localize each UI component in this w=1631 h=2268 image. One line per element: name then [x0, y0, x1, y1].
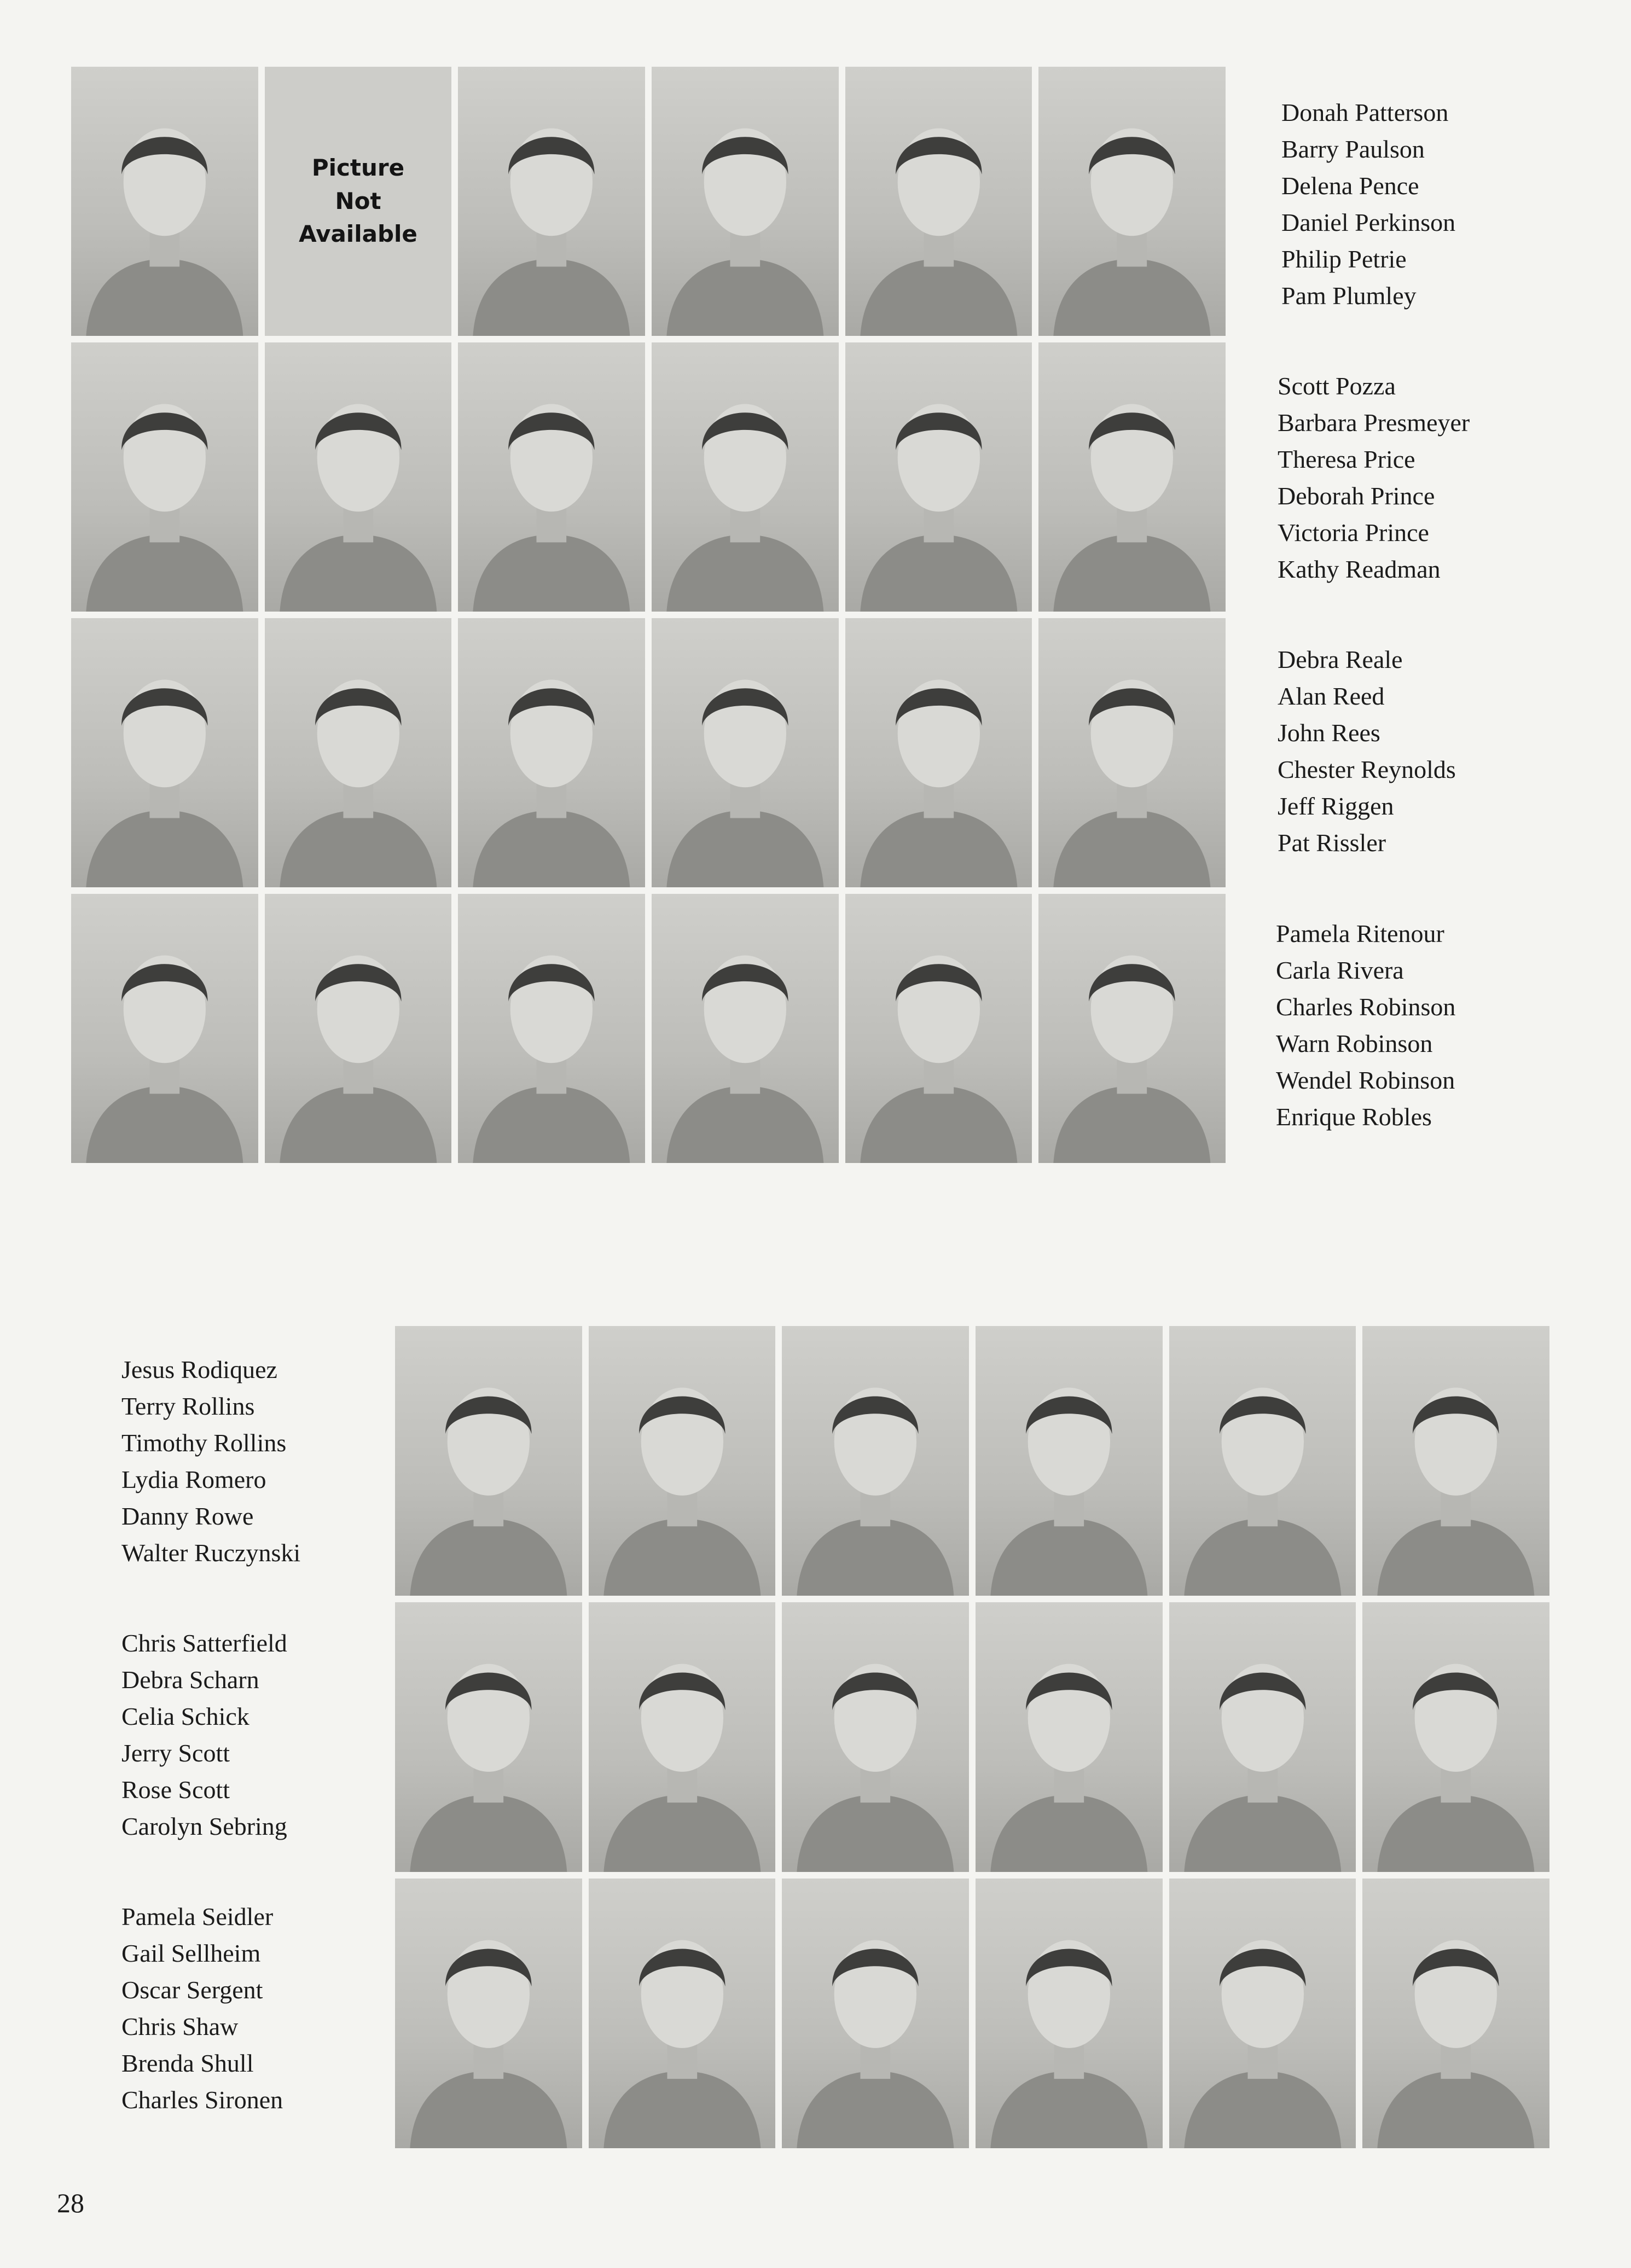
student-portrait [395, 1879, 582, 2148]
student-name: Jeff Riggen [1278, 792, 1394, 820]
student-portrait [1038, 67, 1226, 336]
student-portrait [265, 618, 452, 887]
portrait-silhouette [589, 1879, 776, 2148]
student-name: Donah Patterson [1281, 98, 1449, 126]
student-name: Pamela Seidler [121, 1903, 274, 1930]
student-name: Timothy Rollins [121, 1429, 287, 1457]
bottom-photo-grid [395, 1326, 1549, 2148]
portrait-silhouette [1362, 1326, 1549, 1596]
student-name: Theresa Price [1278, 445, 1415, 473]
bottom-names-group-3 [121, 1898, 283, 2118]
student-portrait [458, 67, 645, 336]
portrait-silhouette [71, 894, 258, 1163]
picture-not-available-placeholder [265, 67, 452, 336]
student-portrait [71, 342, 258, 612]
student-name: Gail Sellheim [121, 1939, 261, 1967]
portrait-silhouette [1169, 1879, 1356, 2148]
student-portrait [652, 342, 839, 612]
student-portrait [845, 342, 1032, 612]
portrait-silhouette [782, 1602, 969, 1872]
student-name: Terry Rollins [121, 1392, 255, 1420]
portrait-silhouette [71, 67, 258, 336]
student-name: Rose Scott [121, 1776, 230, 1804]
student-name: Carolyn Sebring [121, 1812, 287, 1840]
student-name: Pam Plumley [1281, 282, 1417, 310]
student-name: Warn Robinson [1276, 1030, 1433, 1057]
student-portrait [71, 67, 258, 336]
portrait-silhouette [395, 1326, 582, 1596]
top-names-group-3 [1278, 641, 1456, 861]
portrait-silhouette [1038, 618, 1226, 887]
student-portrait [71, 894, 258, 1163]
placeholder-text: Picture Not Available [299, 154, 417, 248]
portrait-silhouette [395, 1602, 582, 1872]
student-portrait [589, 1602, 776, 1872]
student-portrait [976, 1326, 1163, 1596]
portrait-silhouette [976, 1879, 1163, 2148]
student-name: Daniel Perkinson [1281, 208, 1456, 236]
student-portrait [652, 894, 839, 1163]
student-portrait [845, 618, 1032, 887]
student-portrait [1038, 894, 1226, 1163]
student-portrait [1038, 342, 1226, 612]
student-name: Chester Reynolds [1278, 755, 1456, 783]
portrait-silhouette [845, 618, 1032, 887]
student-portrait [265, 342, 452, 612]
student-portrait [782, 1326, 969, 1596]
student-portrait [1362, 1879, 1549, 2148]
student-portrait [458, 618, 645, 887]
student-portrait [589, 1326, 776, 1596]
portrait-silhouette [265, 342, 452, 612]
student-portrait [782, 1602, 969, 1872]
portrait-silhouette [458, 618, 645, 887]
portrait-silhouette [395, 1879, 582, 2148]
portrait-silhouette [652, 67, 839, 336]
portrait-silhouette [265, 894, 452, 1163]
portrait-silhouette [782, 1326, 969, 1596]
portrait-silhouette [589, 1326, 776, 1596]
student-portrait [845, 67, 1032, 336]
portrait-silhouette [1362, 1602, 1549, 1872]
portrait-silhouette [589, 1602, 776, 1872]
student-name: Jerry Scott [121, 1739, 230, 1767]
portrait-silhouette [458, 894, 645, 1163]
student-portrait [395, 1602, 582, 1872]
top-names-group-1 [1281, 94, 1455, 314]
student-name: Wendel Robinson [1276, 1066, 1455, 1094]
portrait-silhouette [265, 618, 452, 887]
student-name: Alan Reed [1278, 682, 1385, 710]
portrait-silhouette [976, 1326, 1163, 1596]
student-name: Philip Petrie [1281, 245, 1407, 273]
page-number: 28 [57, 2188, 84, 2218]
student-name: Enrique Robles [1276, 1103, 1432, 1131]
student-name: Scott Pozza [1278, 372, 1396, 400]
student-name: Delena Pence [1281, 172, 1419, 200]
portrait-silhouette [1038, 67, 1226, 336]
portrait-silhouette [71, 618, 258, 887]
student-portrait [976, 1602, 1163, 1872]
student-name: Debra Scharn [121, 1666, 259, 1694]
student-portrait [395, 1326, 582, 1596]
student-portrait [458, 894, 645, 1163]
student-name: John Rees [1278, 719, 1380, 747]
student-portrait [589, 1879, 776, 2148]
student-portrait [1362, 1602, 1549, 1872]
student-name: Brenda Shull [121, 2049, 254, 2077]
student-portrait [1169, 1879, 1356, 2148]
top-photo-grid [71, 67, 1226, 1163]
student-name: Deborah Prince [1278, 482, 1435, 510]
portrait-silhouette [458, 67, 645, 336]
student-portrait [976, 1879, 1163, 2148]
student-name: Chris Shaw [121, 2013, 239, 2040]
student-name: Pamela Ritenour [1276, 920, 1444, 947]
portrait-silhouette [458, 342, 645, 612]
student-portrait [265, 894, 452, 1163]
student-name: Charles Sironen [121, 2086, 283, 2114]
portrait-silhouette [845, 894, 1032, 1163]
portrait-silhouette [652, 894, 839, 1163]
student-name: Oscar Sergent [121, 1976, 263, 2004]
student-name: Barbara Presmeyer [1278, 409, 1470, 437]
student-portrait [1362, 1326, 1549, 1596]
student-portrait [652, 618, 839, 887]
student-portrait [1169, 1326, 1356, 1596]
student-name: Barry Paulson [1281, 135, 1425, 163]
student-name: Debra Reale [1278, 645, 1403, 673]
student-name: Pat Rissler [1278, 829, 1386, 857]
student-portrait [782, 1879, 969, 2148]
student-name: Walter Ruczynski [121, 1539, 301, 1567]
student-portrait [1038, 618, 1226, 887]
portrait-silhouette [1038, 342, 1226, 612]
student-name: Celia Schick [121, 1702, 249, 1730]
top-names-group-4 [1276, 915, 1455, 1135]
student-name: Jesus Rodiquez [121, 1356, 277, 1383]
student-portrait [1169, 1602, 1356, 1872]
top-names-group-2 [1278, 368, 1470, 588]
portrait-silhouette [782, 1879, 969, 2148]
student-name: Carla Rivera [1276, 956, 1404, 984]
student-name: Chris Satterfield [121, 1629, 287, 1657]
student-portrait [71, 618, 258, 887]
student-portrait [845, 894, 1032, 1163]
portrait-silhouette [976, 1602, 1163, 1872]
portrait-silhouette [652, 618, 839, 887]
student-name: Victoria Prince [1278, 519, 1429, 546]
bottom-names-group-1 [121, 1351, 300, 1571]
student-name: Danny Rowe [121, 1502, 254, 1530]
portrait-silhouette [1169, 1602, 1356, 1872]
portrait-silhouette [652, 342, 839, 612]
bottom-names-group-2 [121, 1625, 287, 1845]
portrait-silhouette [1362, 1879, 1549, 2148]
portrait-silhouette [845, 67, 1032, 336]
portrait-silhouette [71, 342, 258, 612]
student-name: Lydia Romero [121, 1466, 266, 1493]
student-name: Kathy Readman [1278, 555, 1441, 583]
student-portrait [652, 67, 839, 336]
portrait-silhouette [1169, 1326, 1356, 1596]
portrait-silhouette [1038, 894, 1226, 1163]
student-name: Charles Robinson [1276, 993, 1456, 1021]
student-portrait [458, 342, 645, 612]
portrait-silhouette [845, 342, 1032, 612]
